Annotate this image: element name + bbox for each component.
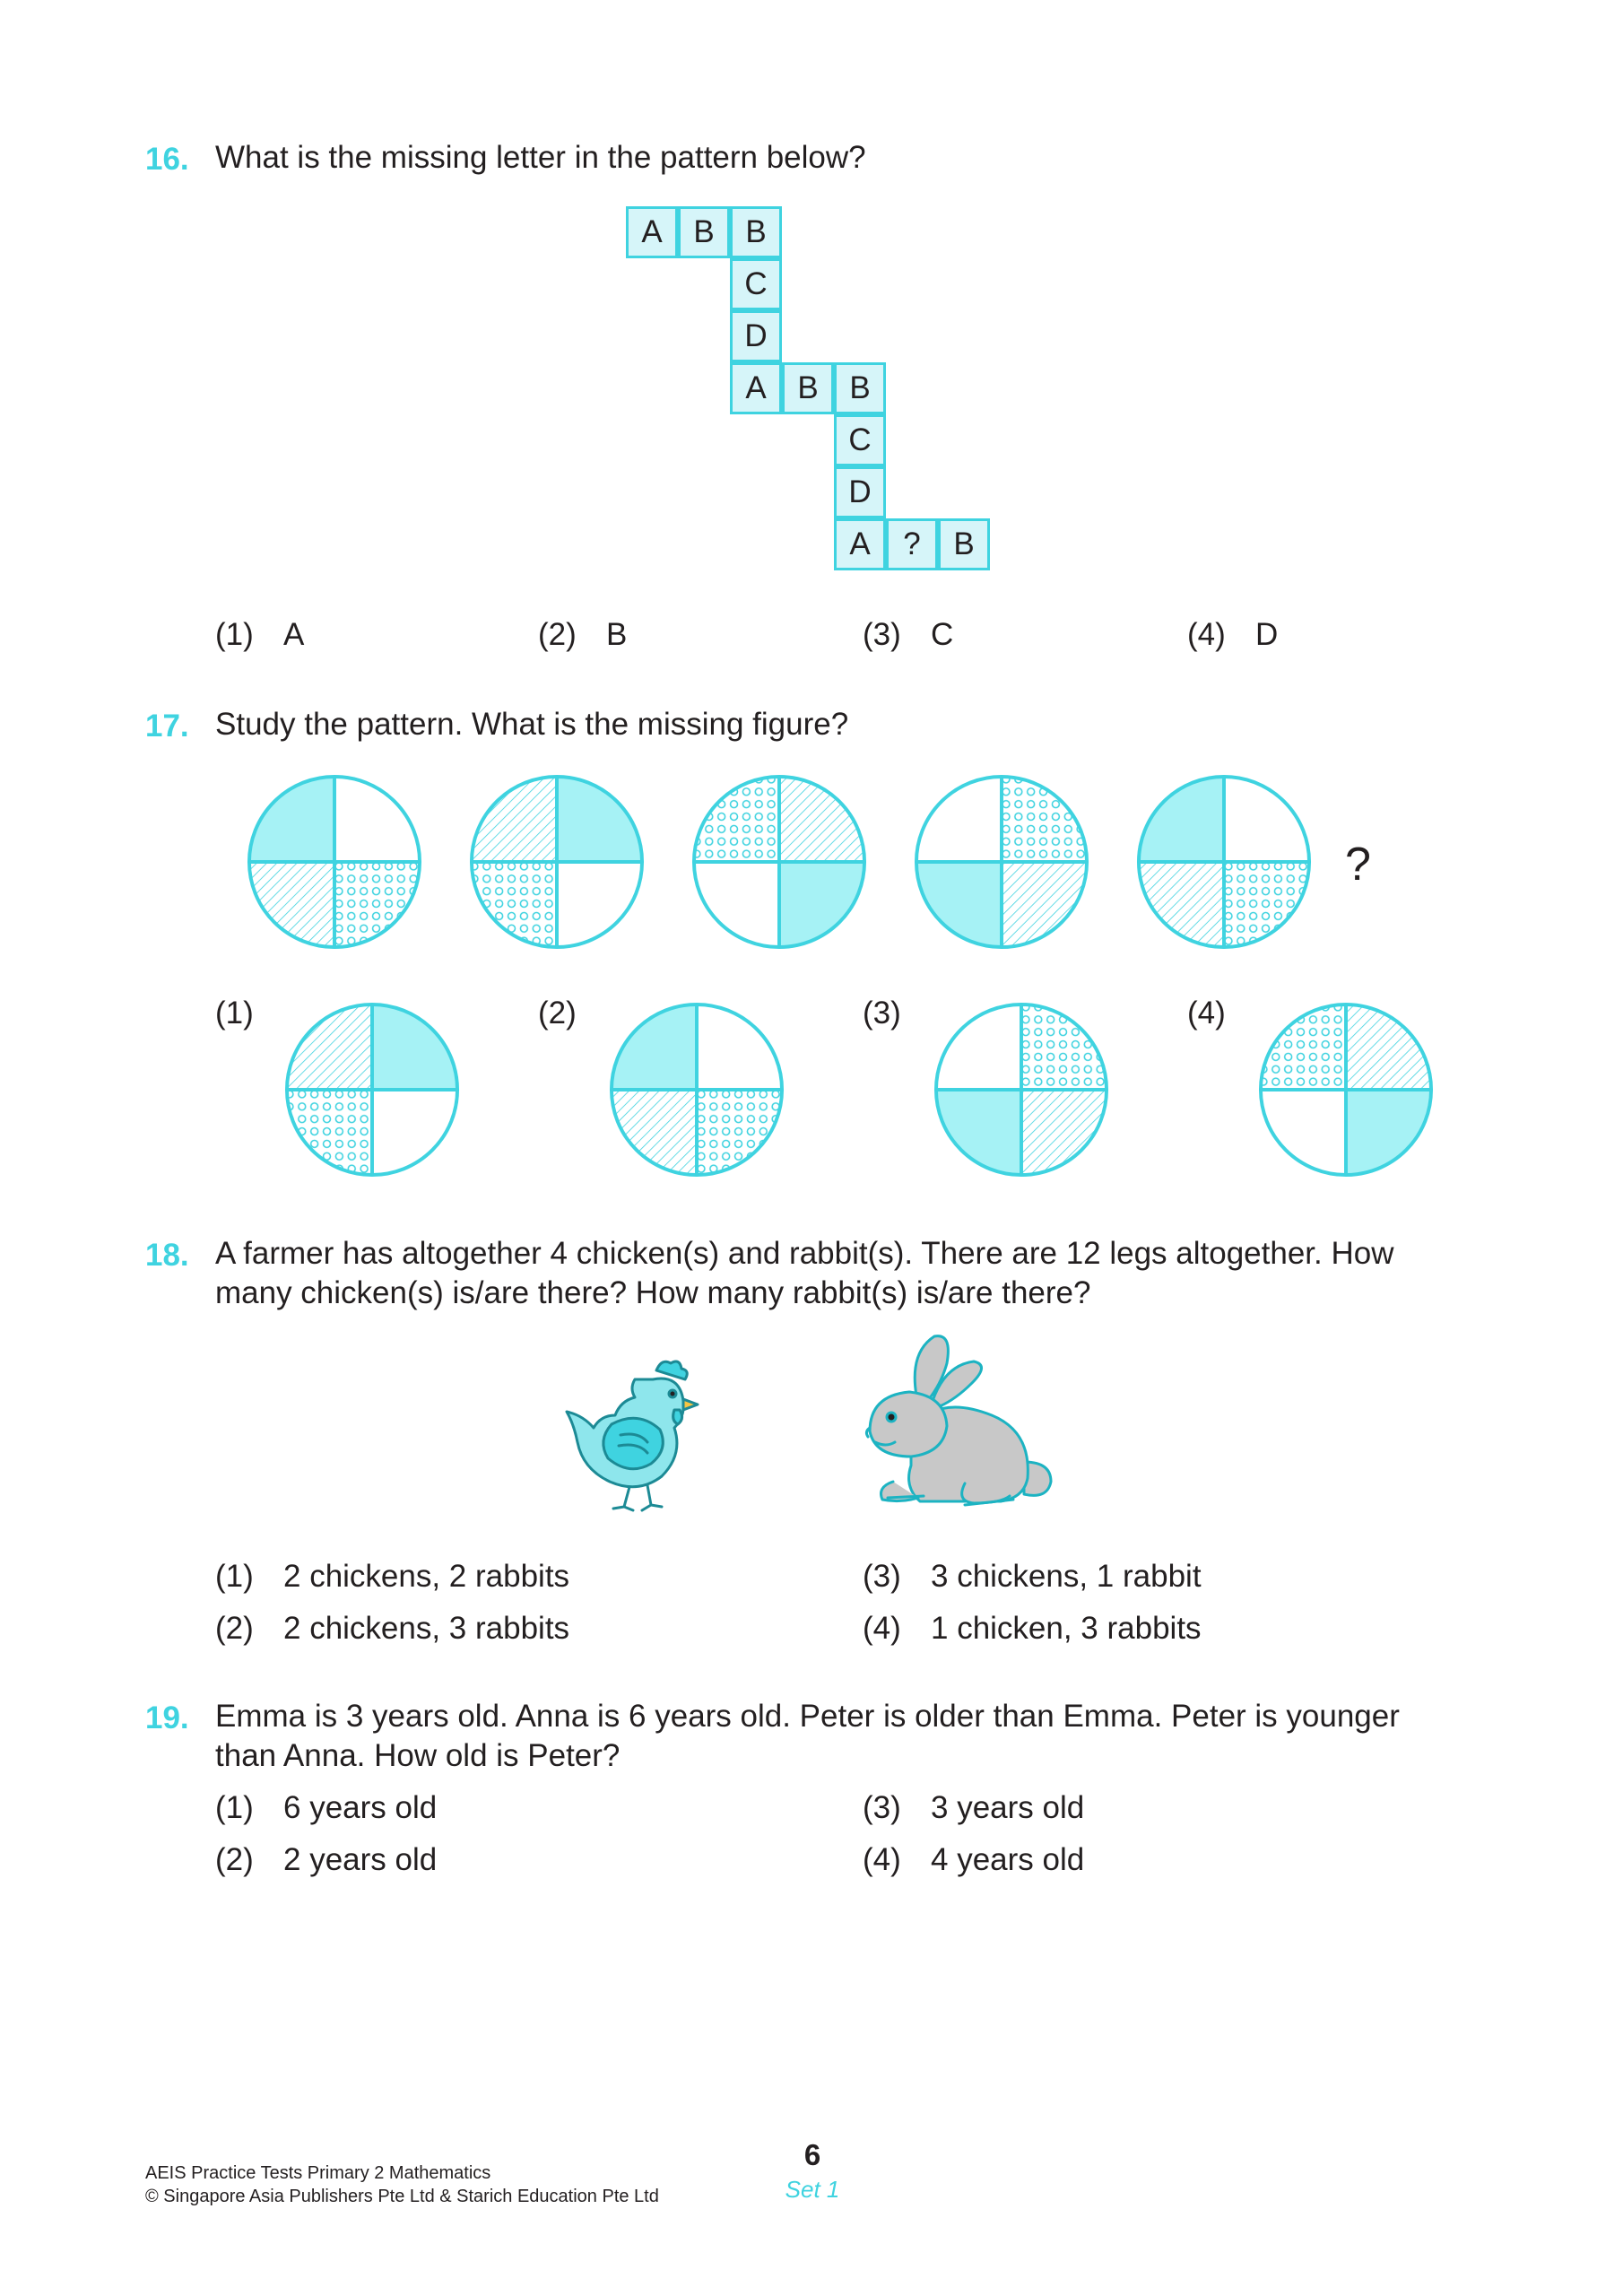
q17-option-4-label: (4) [1187, 996, 1226, 1031]
pattern-circle-2 [468, 773, 646, 951]
option-text: 4 years old [931, 1842, 1085, 1877]
q16-option-1[interactable] [215, 615, 304, 655]
option-text: 6 years old [283, 1790, 438, 1825]
q18-option-2[interactable] [215, 1609, 569, 1648]
option-text: 1 chicken, 3 rabbits [931, 1611, 1202, 1646]
q17-option-1[interactable] [283, 1001, 461, 1178]
q19-option-3[interactable] [863, 1788, 1084, 1828]
q17-option-3-label: (3) [863, 996, 901, 1031]
pattern-cell: D [834, 466, 886, 518]
q19-option-1[interactable] [215, 1788, 437, 1828]
page-number: 6 [803, 2138, 821, 2171]
q17-option-2-label: (2) [538, 996, 577, 1031]
q16-number: 16. [145, 142, 189, 177]
q16-text: What is the missing letter in the pattern below? [215, 140, 866, 175]
q17-number: 17. [145, 709, 189, 744]
option-text: B [606, 617, 628, 652]
pattern-circle-3 [690, 773, 868, 951]
option-label: (2) [538, 617, 577, 652]
option-label: (3) [863, 1790, 901, 1825]
q18-text-line2: many chicken(s) is/are there? How many rabbit(s) is/are there? [215, 1275, 1091, 1310]
option-label: (2) [215, 1611, 254, 1646]
pattern-cell: A [834, 518, 886, 570]
q18-text-line1: A farmer has altogether 4 chicken(s) and rabbit(s). There are 12 legs altogether. How [215, 1236, 1394, 1271]
q17-option-4[interactable] [1257, 1001, 1435, 1178]
q18-number: 18. [145, 1238, 189, 1273]
q16-option-4[interactable] [1187, 615, 1278, 655]
option-text: 3 years old [931, 1790, 1085, 1825]
option-label: (4) [863, 1842, 901, 1877]
pattern-cell: B [678, 206, 730, 258]
footer-copyright: © Singapore Asia Publishers Pte Ltd & Starich Education Pte Ltd [145, 2187, 659, 2206]
option-label: (4) [1187, 617, 1226, 652]
q19-text-line1: Emma is 3 years old. Anna is 6 years old. Peter is older than Emma. Peter is younger [215, 1699, 1400, 1734]
option-label: (1) [215, 617, 254, 652]
q19-number: 19. [145, 1700, 189, 1735]
pattern-cell-missing: ? [886, 518, 938, 570]
option-text: 2 chickens, 2 rabbits [283, 1559, 570, 1594]
option-label: (1) [215, 1790, 254, 1825]
pattern-cell: C [834, 414, 886, 466]
pattern-cell: B [782, 362, 834, 414]
q19-option-4[interactable] [863, 1840, 1084, 1880]
pattern-circle-4 [913, 773, 1090, 951]
q18-option-3[interactable] [863, 1557, 1202, 1596]
rabbit-icon [857, 1331, 1063, 1519]
chicken-icon [567, 1352, 710, 1514]
option-text: D [1255, 617, 1279, 652]
pattern-cell: A [730, 362, 782, 414]
q17-text: Study the pattern. What is the missing figure? [215, 707, 849, 742]
pattern-cell: D [730, 310, 782, 362]
option-label: (1) [215, 1559, 254, 1594]
option-label: (3) [863, 1559, 901, 1594]
set-label: Set 1 [785, 2176, 840, 2203]
q17-option-1-label: (1) [215, 996, 254, 1031]
q17-option-3[interactable] [933, 1001, 1110, 1178]
pattern-cell: B [834, 362, 886, 414]
q17-option-2[interactable] [608, 1001, 785, 1178]
pattern-cell: C [730, 258, 782, 310]
option-text: A [283, 617, 305, 652]
pattern-circle-1 [246, 773, 423, 951]
q19-option-2[interactable] [215, 1840, 437, 1880]
option-text: C [931, 617, 954, 652]
pattern-cell: B [938, 518, 990, 570]
pattern-cell: A [626, 206, 678, 258]
q16-option-3[interactable] [863, 615, 953, 655]
q18-option-4[interactable] [863, 1609, 1202, 1648]
option-text: 2 chickens, 3 rabbits [283, 1611, 570, 1646]
footer-book-title: AEIS Practice Tests Primary 2 Mathematics [145, 2163, 491, 2183]
q18-option-1[interactable] [215, 1557, 569, 1596]
missing-figure-mark: ? [1345, 839, 1371, 891]
pattern-cell: B [730, 206, 782, 258]
option-label: (2) [215, 1842, 254, 1877]
pattern-circle-5 [1135, 773, 1313, 951]
option-label: (4) [863, 1611, 901, 1646]
option-label: (3) [863, 617, 901, 652]
q16-option-2[interactable] [538, 615, 627, 655]
option-text: 3 chickens, 1 rabbit [931, 1559, 1202, 1594]
option-text: 2 years old [283, 1842, 438, 1877]
q19-text-line2: than Anna. How old is Peter? [215, 1738, 621, 1773]
